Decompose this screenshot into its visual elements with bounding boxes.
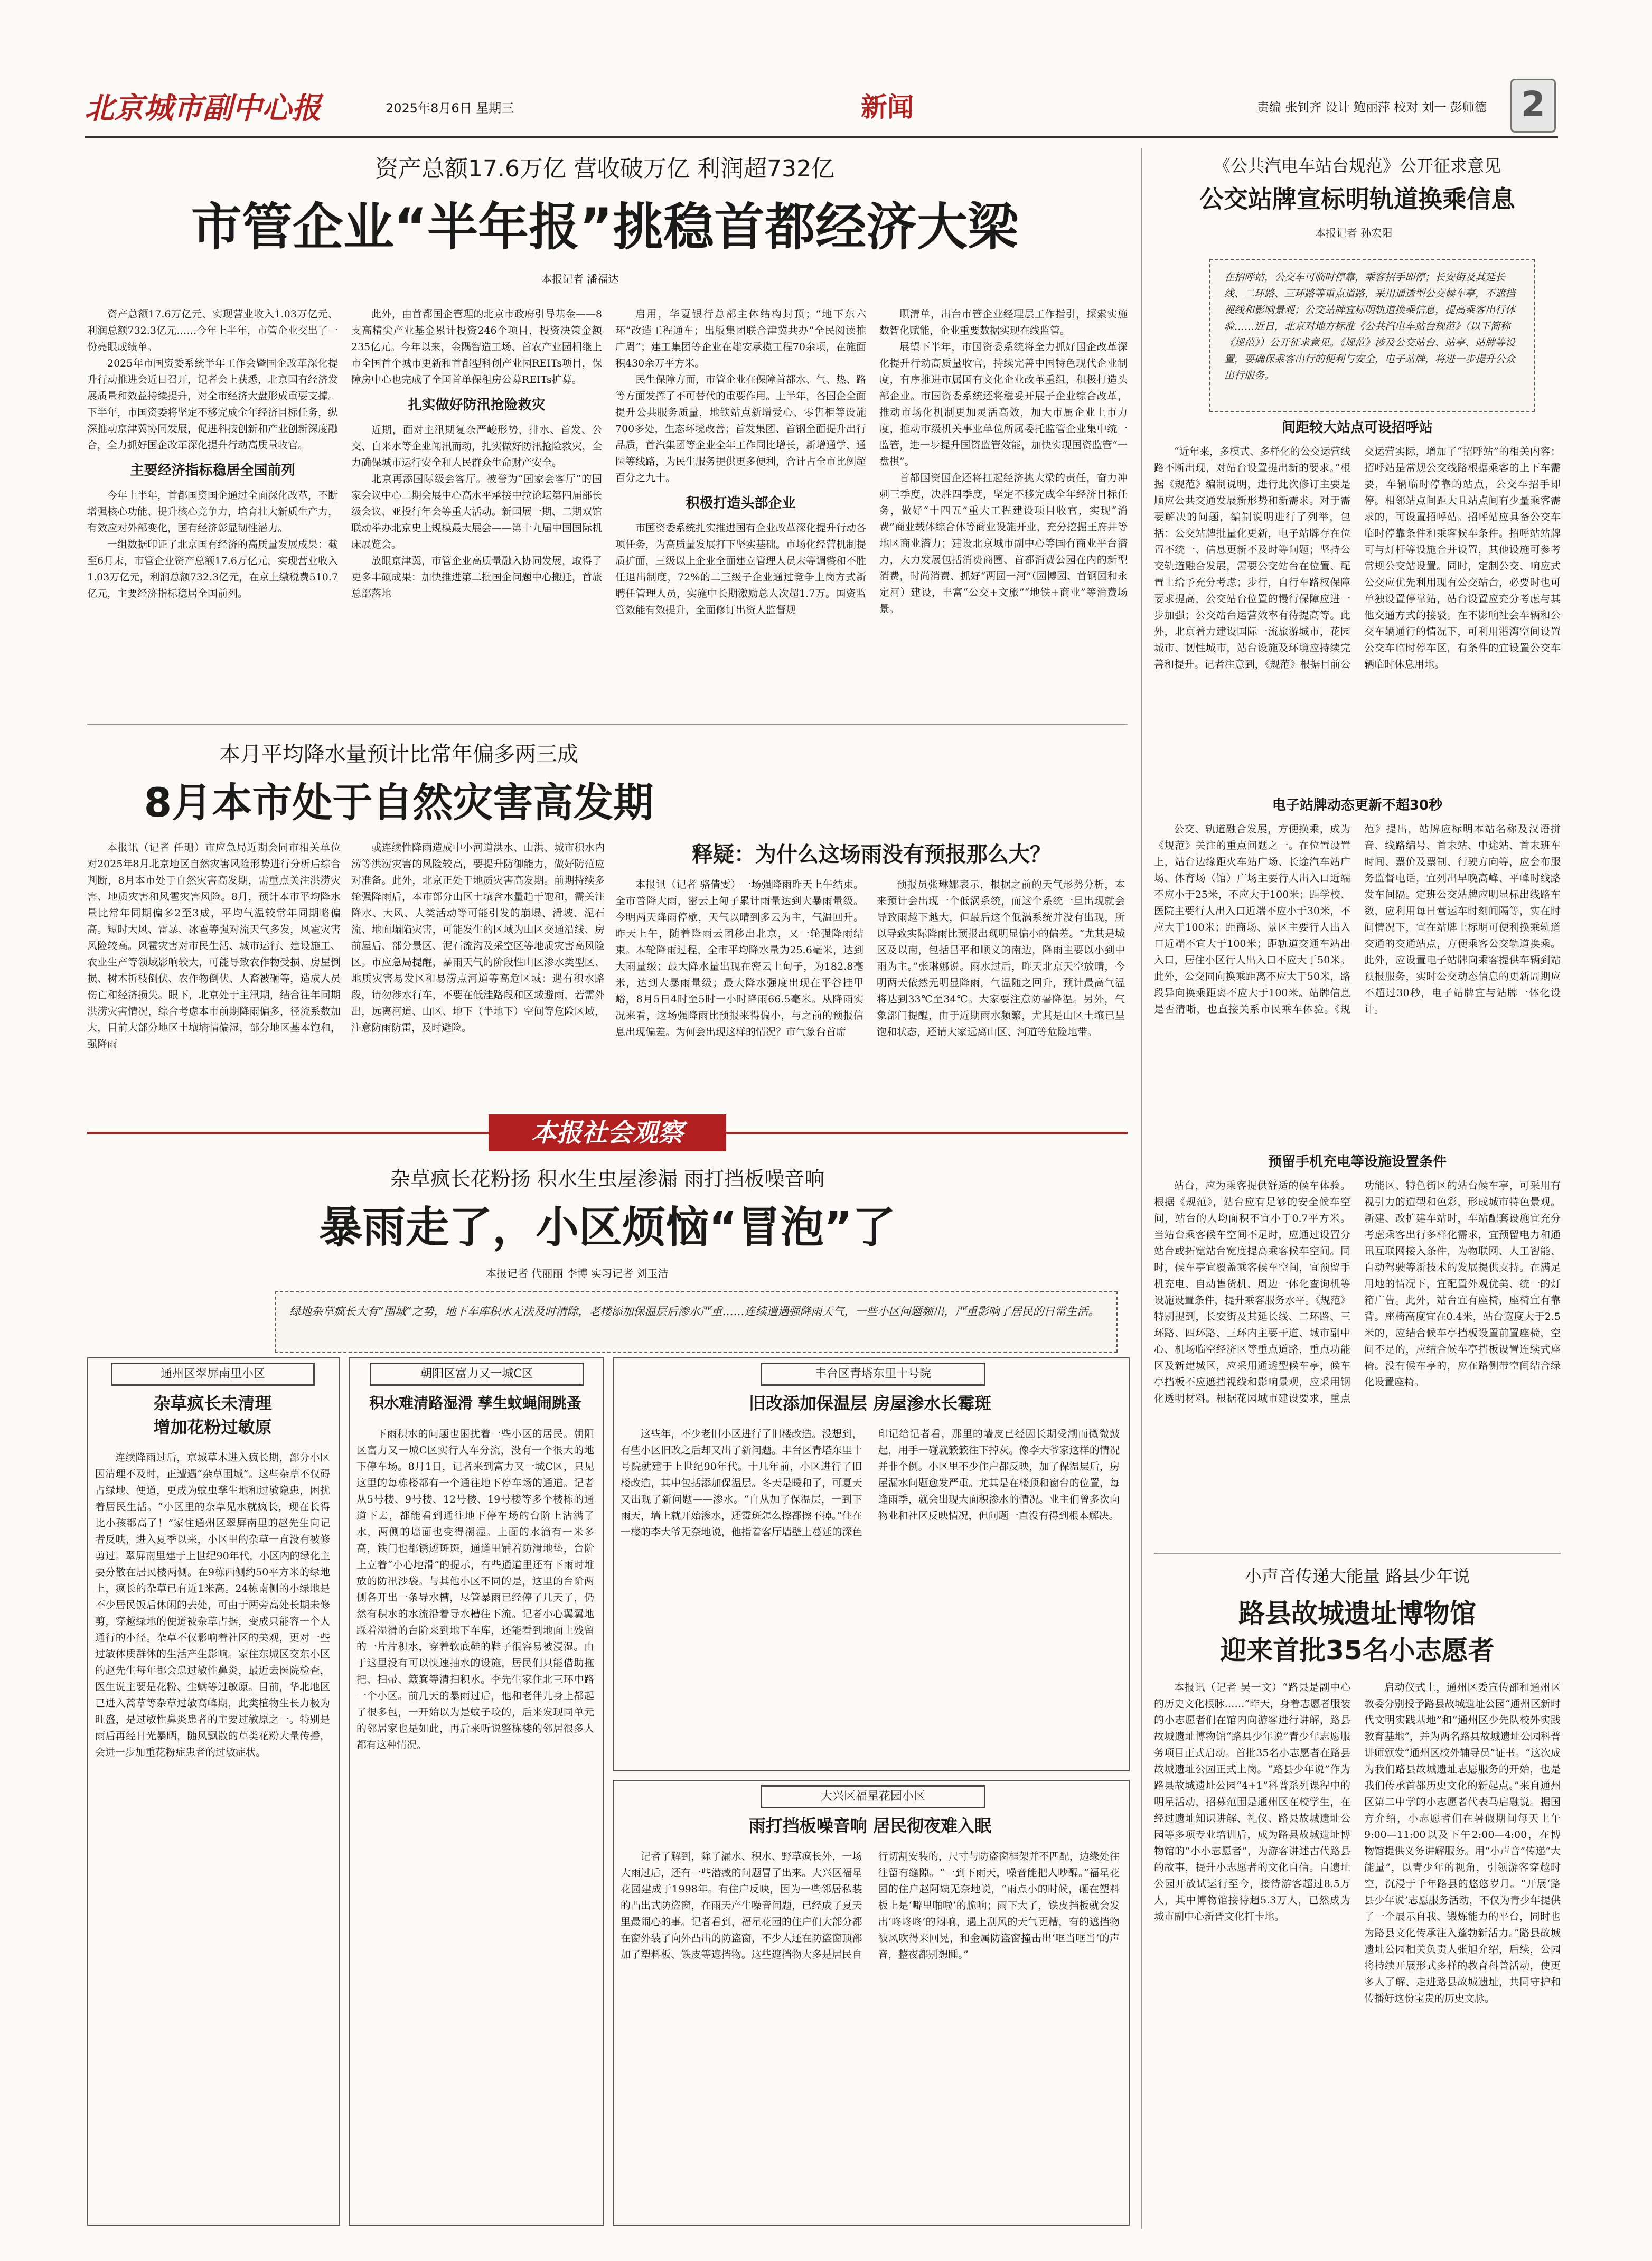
story3-box3-text <box>621 1426 1120 1761</box>
story5-headline-line2: 迎来首批35名小志愿者 <box>1220 1635 1495 1666</box>
story1-subhead-3: 积极打造头部企业 <box>686 495 796 511</box>
page-number-value: 2 <box>1521 84 1545 125</box>
story1-kicker: 资产总额17.6万亿 营收破万亿 利润超732亿 <box>375 155 834 182</box>
banner-label: 本报社会观察 <box>489 1114 726 1151</box>
story2-col3 <box>615 877 863 1104</box>
story1-col4 <box>879 306 1128 708</box>
story3-headline: 暴雨走了，小区烦恼“冒泡”了 <box>319 1203 896 1253</box>
story1-col2 <box>351 306 602 708</box>
paragraph: 今年上半年，首都国资国企通过全面深化改革，不断增强核心功能、提升核心竞争力，培育壮大新质生产力，有效应对外部变化，国有经济彰显韧性潜力。 <box>87 490 338 534</box>
story1-byline: 本报记者 潘福达 <box>541 273 619 285</box>
story1-subhead-2: 扎实做好防汛抢险救灾 <box>408 397 546 413</box>
box1-title-line2: 增加花粉过敏原 <box>153 1417 272 1437</box>
paragraph: 记者了解到，除了漏水、积水、野草疯长外，一场大雨过后，还有一些潜藏的问题冒了出来。大兴区福星花园建成于1998年。有住户反映，因为一些邻居私装的凸出式防盗窗，在雨天产生噪音问题，已经成了夏天里最闹心的事。记者看到，福星花园的住户们大部分都在窗外装了向外凸出的防盗窗，不少人还在防盗窗顶部加了塑料板、铁皮等遮挡物。这些遮挡物大多是居民自行切割安装的，尺寸与防盗窗框架并不匹配，边缘处往往留有缝隙。“一到下雨天，噪音能把人吵醒。”福星花园的住户赵阿姨无奈地说，“雨点小的时候，砸在塑料板上是‘噼里啪啦’的脆响；雨下大了，铁皮挡板就会发出‘咚咚咚’的闷响，遇上刮风的天气更糟，有的遮挡物被风吹得来回晃，和金属防盗窗撞击出‘哐当哐当’的声音，整夜都别想睡。” <box>621 1851 1120 1960</box>
paragraph: 展望下半年，市国资委系统将全力抓好国企改革深化提升行动高质量收官，持续完善中国特色现代企业制度，有序推进市属国有文化企业改革重组，积极打造头部企业。市国资委系统还将稳妥开展子企业综合改革，推动市场化机制更加灵活高效，加大市属企业上市力度，推动市级机关事业单位所属委托监管企业集中统一监管，进一步提升国资监管效能，加快实现国资监管“一盘棋”。 <box>879 341 1128 467</box>
paragraph: 近期，面对主汛期复杂严峻形势，排水、首发、公交、自来水等企业闻汛而动，扎实做好防汛抢险救灾，全力确保城市运行安全和人民群众生命财产安全。 <box>351 424 602 468</box>
paragraph: 资产总额17.6万亿元、实现营业收入1.03万亿元、利润总额732.3亿元……今年上半年，市管企业交出了一份亮眼成绩单。 <box>87 308 338 353</box>
story3-box2-text <box>356 1426 594 2216</box>
box3-title: 旧改添加保温层 房屋渗水长霉斑 <box>748 1393 992 1413</box>
paragraph: 2025年市国资委系统半年工作会暨国企改革深化提升行动推进会近日召开，记者会上获悉，北京国有经济发展质量和效益持续提升，对全市经济大盘形成重要支撑。下半年，市国资委将坚定不移完成全年经济目标任务，纵深推动京津冀协同发展，促进科技创新和产业创新深度融合，全力抓好国企改革深化提升行动高质量收官。 <box>87 358 338 451</box>
story1-headline: 市管企业“半年报”挑稳首都经济大梁 <box>191 198 1019 257</box>
story2-kicker: 本月平均降水量预计比常年偏多两三成 <box>219 742 578 766</box>
story2-col1 <box>87 840 341 1104</box>
story3-box4-text <box>621 1849 1120 2216</box>
story4-section-3 <box>1154 1178 1561 1547</box>
paragraph: 放眼京津冀，市管企业高质量融入协同发展，取得了更多丰硕成果：加快推进第二批国企问题中心搬迁，首旅总部落地 <box>351 555 602 599</box>
box1-tag: 通州区翠屏南里小区 <box>111 1363 315 1386</box>
story5-col1 <box>1154 1680 1350 2224</box>
paragraph: 职清单，出台市管企业经理层工作指引，探索实施数智化赋能，企业重要数据实现在线监管。 <box>879 308 1128 336</box>
story5-col2 <box>1364 1680 1561 2224</box>
box2-tag: 朝阳区富力又一城C区 <box>370 1363 584 1386</box>
story3-byline: 本报记者 代丽丽 李博 实习记者 刘玉洁 <box>486 1267 669 1280</box>
story4-bottom-rule <box>1154 1553 1561 1554</box>
paragraph: 北京再添国际级会客厅。被誉为“国家会客厅”的国家会议中心二期会展中心高水平承接中拉论坛第四届部长级会议、亚投行年会等重大活动。新国展一期、二期双馆联动举办北京史上规模最大展会——第十九届中国国际机床展览会。 <box>351 473 602 550</box>
story5-headline-line1: 路县故城遗址博物馆 <box>1238 1598 1476 1629</box>
paragraph: 下雨积水的问题也困扰着一些小区的居民。朝阳区富力又一城C区实行人车分流，没有一个很大的地下停车场。8月1日，记者来到富力又一城C区，只见这里的每栋楼都有一个通往地下停车场的通道。记者从5号楼、9号楼、12号楼、19号楼等多个楼栋的通道下去，都能看到通往地下停车场的台阶上沾满了水，两侧的墙面也变得潮湿。上面的水滴有一米多高，铁门也都锈迹斑斑，通道里铺着防滑地垫，台阶上立着“小心地滑”的提示，有些通道里还有下雨时堆放的防汛沙袋。与其他小区不同的是，这里的台阶两侧各开出一条导水槽，尽管暴雨已经停了几天了，仍然有积水的水流沿着导水槽往下流。记者小心翼翼地踩着湿滑的台阶来到地下车库，还能看到地面上残留的一片片积水，穿着软底鞋的鞋子很容易被浸湿。由于这里没有可以快速抽水的设施，居民们只能借助拖把、扫帚、簸箕等清扫积水。李先生家住北三环中路一个小区。前几天的暴雨过后，他和老伴儿身上都起了很多包，一开始以为是蚊子咬的，后来发现同单元的邻居家也是如此，再后来听说整栋楼的邻居很多人都有这种情况。 <box>356 1428 594 1751</box>
right-column-divider <box>1141 148 1142 2229</box>
editor-credits: 责编 张钊齐 设计 鲍丽萍 校对 刘一 彭师德 <box>1257 101 1487 115</box>
story4-section-1 <box>1154 444 1561 792</box>
paragraph: “近年来，多模式、多样化的公交运营线路不断出现，对站台设置提出新的要求。”根据《规范》编制说明，进行此次修订主要是顺应公共交通发展新形势和新需求。对于需要解决的问题，编制说明进行了列举，包括：公交站牌批量化更新，电子站牌存在位置不统一、信息更新不及时等问题；坚持公交轨道融合发展，需要公交站台在位置、配置上给予充分考虑；步行，自行车路权保障要求提高，公交站台位置的慢行保障应进一步加强；公交站台运营效率有待提高等。此外，北京着力建设国际一流旅游城市，花园城市、韧性城市，站台设施及环境应持续完善和提升。记者注意到，《规范》根据目前公交运营实际，增加了“招呼站”的相关内容：招呼站是常规公交线路根据乘客的上下车需要，车辆临时停靠的站点，公交车招手即停。相邻站点间距大且站点间有少量乘客需求的，可设置招呼站。招呼站应具备公交车临时停靠条件和乘客候车条件。招呼站站牌可与灯杆等设施合并设置，其他设施可参考常规公交站设置。同时，定制公交、响应式公交应优先利用现有公交站台，必要时也可单独设置停靠站，站台设置应充分考虑与其他交通方式的接驳。在不影响社会车辆和公交车辆通行的情况下，可利用港湾空间设置公交车临时停车区，有条件的宜设置公交车辆临时休息用地。 <box>1154 446 1561 670</box>
paragraph: 启动仪式上，通州区委宣传部和通州区教委分别授予路县故城遗址公园“通州区新时代文明实践基地”和“通州区少先队校外实践教育基地”，并为两名路县故城遗址公园科普讲师颁发“通州区校外辅导员”证书。“这次成为我们路县故城遗址志愿服务的开始，也是我们传承首都历史文化的新起点。”来自通州区第二中学的小志愿者代表马启融说。据国方介绍，小志愿者们在暑假期间每天上午9:00—11:00以及下午2:00—4:00，在博物馆提供义务讲解服务。用“小声音”传递“大能量”，以青少年的视角，引领游客穿越时空，沉浸于千年路县的悠悠岁月。“开展‘路县少年说’志愿服务活动，不仅为青少年提供了一个展示自我、锻炼能力的平台，同时也为路县文化传承注入蓬勃新活力。”路县故城遗址公园相关负责人张旭介绍，后续，公园将持续开展形式多样的教育科普活动，使更多人了解、走进路县故城遗址，共同守护和传播好这份宝贵的历史文脉。 <box>1364 1682 1561 2004</box>
paragraph: 连续降雨过后，京城草木进入疯长期，部分小区因清理不及时，正遭遇“杂草围城”。这些杂草不仅碍占绿地、便道，更成为蚊虫孳生地和过敏隐患，困扰着居民生活。“小区里的杂草见水就疯长，现在长得比小孩都高了！”家住通州区翠屏南里的赵先生向记者反映，进入夏季以来，小区里的杂草一直没有被修剪过。翠屏南里建于上世纪90年代，小区内的绿化主要分散在居民楼两侧。在9栋西侧约50平方米的绿地上，疯长的杂草已有近1米高。24栋南侧的小绿地是不少居民饭后休闲的去处，可由于两旁高处长期未修剪，穿越绿地的便道被杂草占据，变成只能容一个人通行的小径。杂草不仅影响着社区的美观，更对一些过敏体质群体的生活产生影响。家住东城区交东小区的赵先生每年都会患过敏性鼻炎，最近去医院检查，医生说主要是花粉、尘螨等过敏原。目前，华北地区已进入蒿草等杂草过敏高峰期，此类植物生长力极为旺盛，是过敏性鼻炎患者的主要过敏原之一。特别是雨后再经日光暴晒，随风飘散的草类花粉大量传播，会进一步加重花粉症患者的过敏症状。 <box>95 1452 330 1758</box>
story4-subhead-2: 电子站牌动态更新不超30秒 <box>1272 798 1443 813</box>
story4-subhead-3: 预留手机充电等设施设置条件 <box>1268 1154 1447 1170</box>
paper-name: 北京城市副中心报 <box>85 91 321 126</box>
box3-tag: 丰台区青塔东里十号院 <box>761 1363 985 1386</box>
story1-bottom-rule <box>87 724 1128 725</box>
box4-tag: 大兴区福星花园小区 <box>761 1785 985 1808</box>
story3-box1-text <box>95 1450 330 2216</box>
story4-section-2 <box>1154 821 1561 1143</box>
section-name: 新闻 <box>861 92 914 123</box>
story5-kicker: 小声音传递大能量 路县少年说 <box>1244 1566 1470 1586</box>
story4-headline: 公交站牌宣标明轨道换乘信息 <box>1199 185 1515 213</box>
section-banner <box>87 1114 1128 1151</box>
box2-title: 积水难清路湿滑 孳生蚊蝇闹跳蚤 <box>369 1394 581 1412</box>
issue-date: 2025年8月6日 星期三 <box>386 101 514 116</box>
story2-col2 <box>351 840 605 1104</box>
story1-subhead-1: 主要经济指标稳居全国前列 <box>130 463 295 479</box>
paragraph: 此外，由首都国企管理的北京市政府引导基金——8支高精尖产业基金累计投资246个项目，投资决策金额235亿元。今年以来，金隅智造工场、首农产业园相继上市全国首个城市更新和首都型科创产业园REITs项目，保障房中心也完成了全国首单保租房公募REITs扩募。 <box>351 308 602 386</box>
box4-title: 雨打挡板噪音响 居民彻夜难入眠 <box>748 1816 992 1836</box>
paragraph: 一组数据印证了北京国有经济的高质量发展成果：截至6月末，市管企业资产总额17.6万亿元，实现营业收入1.03万亿元，利润总额732.3亿元，在京上缴税费510.7亿元，主要经济指标稳居全国前列。 <box>87 539 338 599</box>
story1-col3 <box>615 306 866 708</box>
paragraph: 首都国资国企还将扛起经济挑大梁的责任，奋力冲刺三季度，决胜四季度，坚定不移完成全年经济目标任务，做好“十四五”重大工程建设项目收官，实现“消费”商业载体综合体等商业设施开业，充分挖掘王府井等地区商业潜力；建设北京城市副中心等国有商业平台潜力，大力发展包括消费商圈、首都消费公园在内的新型消费，时尚消费、抓好“两园一河”（园博园、首钢园和永定河）建设，丰富“公交+文旅”“地铁+商业”等消费场景。 <box>879 472 1128 615</box>
story1-col1 <box>87 306 338 708</box>
story3-summary: 绿地杂草疯长大有“围城”之势，地下车库积水无法及时清除，老楼添加保温层后渗水严重……连续遭遇强降雨天气，一些小区问题频出，严重影响了居民的日常生活。 <box>275 1291 1118 1353</box>
paragraph: 预报员张琳娜表示，根据之前的天气形势分析，本来预计会出现一个低涡系统，而这个系统一旦出现就会导致雨越下越大，但最后这个低涡系统并没有出现，所以导致实际降雨比预报出现明显偏小的偏差。“尤其是城区及以南，包括昌平和顺义的南边，降雨主要以小到中雨为主。”张琳娜说。雨水过后，昨天北京天空放晴，今明两天依然无明显降雨，气温随之回升，预计最高气温将达到33℃至34℃。大家要注意防暑降温。另外，气象部门提醒，由于近期雨水频繁，尤其是山区土壤已呈饱和状态，还请大家远离山区、河道等危险地带。 <box>877 879 1125 1038</box>
story3-kicker: 杂草疯长花粉扬 积水生虫屋渗漏 雨打挡板噪音响 <box>390 1167 825 1190</box>
page-number <box>1510 79 1556 133</box>
paragraph: 这些年，不少老旧小区进行了旧楼改造。没想到，有些小区旧改之后却又出了新问题。丰台区青塔东里十号院就建于上世纪90年代。十几年前，小区进行了旧楼改造，其中包括添加保温层。冬天是暖和了，可夏天又出现了新问题——渗水。“自从加了保温层，一到下雨天，墙上就开始渗水，还霉斑怎么擦都擦不掉。”住在一楼的李大爷无奈地说，他指着客厅墙壁上蔓延的深色印记给记者看，那里的墙皮已经因长期受潮而微微鼓起，用手一碰就簌簌往下掉灰。像李大爷家这样的情况并非个例。小区里不少住户都反映，加了保温层后，房屋漏水问题愈发严重。尤其是在楼顶和窗台的位置，每逢雨季，就会出现大面积渗水的情况。业主们曾多次向物业和社区反映情况，但问题一直没有得到根本解决。 <box>621 1428 1120 1538</box>
masthead <box>85 82 1558 135</box>
story4-subhead-1: 间距较大站点可设招呼站 <box>1281 420 1433 436</box>
masthead-rule <box>85 136 1558 138</box>
paragraph: 本报讯（记者 吴一文）“路县是副中心的历史文化根脉……”昨天，身着志愿者服装的小志愿者们在馆内向游客进行讲解，路县故城遗址博物馆“路县少年说”青少年志愿服务项目正式启动。首批35名小志愿者在路县故城遗址公园正式上岗。“路县少年说”作为路县故城遗址公园“4+1”科普系列课程中的明星活动，招募范围是通州区在校学生，在经过遗址知识讲解、礼仪、路县故城遗址公园等多项专业培训后，成为路县故城遗址博物馆的“小小志愿者”，为游客讲述古代路县的故事，提升小志愿者的文化自信。自遗址公园开放试运行至今，接待游客超过8.5万人，其中博物馆接待超5.3万人，已然成为城市副中心新晋文化打卡地。 <box>1154 1682 1350 1922</box>
paragraph: 市国资委系统扎实推进国有企业改革深化提升行动各项任务，为高质量发展打下坚实基础。市场化经营机制提质扩面，三级以上企业全面建立管理人员末等调整和不胜任退出制度，72%的二三级子企业通过竞争上岗方式新聘任管理人员，实施中长期激励总人次超1.7万。国资监管效能有效提升，全面修订出资人监督规 <box>615 522 866 616</box>
paragraph: 公交、轨道融合发展，方便换乘，成为《规范》关注的重点问题之一。在位置设置上，站台边缘距火车站广场、长途汽车站广场、体育场（馆）广场主要行人出入口近端不应小于25米，不应大于100米；距学校、医院主要行人出入口近端不应小于30米，不应大于100米；距商场、景区主要行人出入口近端不宜大于100米；距轨道交通车站出入口，居住小区行人出入口不应大于50米。此外，公交同向换乘距离不应大于50米，路段异向换乘距离不应大于100米。站牌信息是否清晰，也直接关系市民乘车体验。《规范》提出，站牌应标明本站名称及汉语拼音、线路编号、首末站、中途站、首末班车时间、票价及票制、行驶方向等，应会布服务监督电话，宜列出早晚高峰、平峰时线路发车间隔。定班公交站牌应明显标出线路车数，应利用每日营运车时刻间隔等，实在时间情况下，宜在站牌上标明可便利换乘轨道交通的交通站点，方便乘客公交轨道换乘。此外，应设置电子站牌向乘客提供车辆到站预报服务，实时公交动态信息的更新周期应不超过30秒，电子站牌宜与站牌一体化设计。 <box>1154 823 1561 1015</box>
story2-headline: 8月本市处于自然灾害高发期 <box>144 779 654 826</box>
story2-sub-headline: 释疑：为什么这场雨没有预报那么大？ <box>692 842 1051 867</box>
paragraph: 站台，应为乘客提供舒适的候车体验。根据《规范》，站台应有足够的安全候车空间，站台的人均面积不宜小于0.7平方米。当站台乘客候车空间不足时，应通过设置分站台或拓宽站台宽度提高乘客候车空间。同时，候车亭宜覆盖乘客候车空间，宜预留手机充电、自动售货机、周边一体化查询机等设施设置条件，提升乘客服务水平。《规范》特别提到，长安街及其延长线、二环路、三环路、四环路、三环内主要干道、城市副中心、机场临空经济区等重点道路，重点功能区及新建城区，应采用通透型候车亭，候车亭挡板不应遮挡视线和影响景观，应采用钢化透明材料。根据花园城市建设要求，重点功能区、特色街区的站台候车亭，可采用有视引力的造型和色彩，形成城市特色景观。新建、改扩建车站时，车站配套设施宜充分考虑乘客出行多样化需求，宜预留电力和通讯互联网接入条件，为物联网、人工智能、自动驾驶等新技术的发展提供支持。在满足用地的情况下，宜配置外观优美、统一的灯箱广告。此外，站台宜有座椅，座椅宜有靠背。座椅高度宜在0.4米，站台宽度大于2.5米的，应结合候车亭挡板设置前置座椅，空间不足的，应结合候车亭挡板设置连续式座椅。没有候车亭的，应在路侧带空间结合绿化设置座椅。 <box>1154 1180 1561 1404</box>
paragraph: 或连续性降雨造成中小河道洪水、山洪、城市积水内涝等洪涝灾害的风险较高，要提升防御能力，做好防范应对准备。此外，北京正处于地质灾害高发期。前期持续多轮强降雨后，本市部分山区土壤含水量趋于饱和，需关注降水、大风、人类活动等可能引发的崩塌、滑坡、泥石流、地面塌陷灾害，可能发生的区域为山区交通沿线、房前屋后、部分景区、泥石流沟及采空区等地质灾害高风险区。市应急局提醒，暴雨天气的阶段性山区渗水类型区、地质灾害易发区和易涝点河道等高危区域：遇有积水路段，请勿涉水行车，不要在低洼路段和区域避雨，若需外出，远离河道、山区、地下（半地下）空间等危险区域，注意防雨防雷，及时避险。 <box>351 842 605 1034</box>
paragraph: 民生保障方面，市管企业在保障首都水、气、热、路等方面发挥了不可替代的重要作用。上半年，各国企全面提升公共服务质量，地铁站点新增爱心、零售柜等设施700多处，生态环境改善；首发集团、首钢全面提升出行品质，首汽集团等企业全年工作同比增长，新增通学、通医等线路，为民生服务提供更多便利，合计占全市比例超百分之九十。 <box>615 374 866 484</box>
paragraph: 启用，华夏银行总部主体结构封顶；“地下东六环”改造工程通车；出版集团联合津冀共办“全民阅读推广周”；建工集团等企业在雄安承揽工程70余项，在施面积430余万平方米。 <box>615 308 866 369</box>
paragraph: 本报讯（记者 任珊）市应急局近期会同市相关单位对2025年8月北京地区自然灾害风险形势进行分析后综合判断，8月本市处于自然灾害高发期，需重点关注洪涝灾害、地质灾害和风雹灾害风险。8月，预计本市平均降水量比常年同期偏多2至3成，平均气温较常年同期略偏高。短时大风、雷暴、冰雹等强对流天气多发，风雹灾害风险较高。风雹灾害对市民生活、城市运行、建设施工、农业生产等领域影响较大，可能导致农作物受损、房屋倒损、树木折枝倒伏、农作物倒伏、人畜被砸等，造成人员伤亡和经济损失。眼下，北京处于主汛期，结合往年同期洪涝灾害情况，综合考虑本市前期降雨偏多，径流系数加大，目前大部分地区土壤墒情偏湿，部分地区基本饱和，强降雨 <box>87 842 341 1050</box>
story4-summary: 在招呼站，公交车可临时停靠，乘客招手即停；长安街及其延长线、二环路、三环路等重点道路，采用通透型公交候车亭，不遮挡视线和影响景观；公交站牌宜标明轨道换乘信息，提高乘客出行体验……近日，北京对地方标准《公共汽电车站台规范》（以下简称《规范》）公开征求意见。《规范》涉及公交站台、站亭、站牌等设置，要确保乘客出行的便利与安全，电子站牌，将进一步提升公众出行服务。 <box>1209 259 1535 412</box>
story2-col4 <box>877 877 1125 1104</box>
story4-kicker: 《公共汽电车站台规范》公开征求意见 <box>1213 156 1501 176</box>
story4-byline: 本报记者 孙宏阳 <box>1315 227 1393 239</box>
paragraph: 本报讯（记者 骆倩雯）一场强降雨昨天上午结束。全市普降大雨，密云上甸子累计雨量达到大暴雨量级。今明两天降雨停歇，天气以晴到多云为主，气温回升。昨天上午，随着降雨云团移出北京，又一轮强降雨结束。本轮降雨过程，全市平均降水量为25.6毫米，达到大雨量级；最大降水量出现在密云上甸子，为182.8毫米，达到大暴雨量级；最大降水强度出现在平谷挂甲峪，8月5日4时至5时一小时降雨66.5毫米。从降雨实况来看，这场强降雨比预报来得偏小，与之前的预报信息出现偏差。为何会出现这样的情况？市气象台首席 <box>615 879 863 1038</box>
box1-title-line1: 杂草疯长未清理 <box>153 1393 272 1413</box>
